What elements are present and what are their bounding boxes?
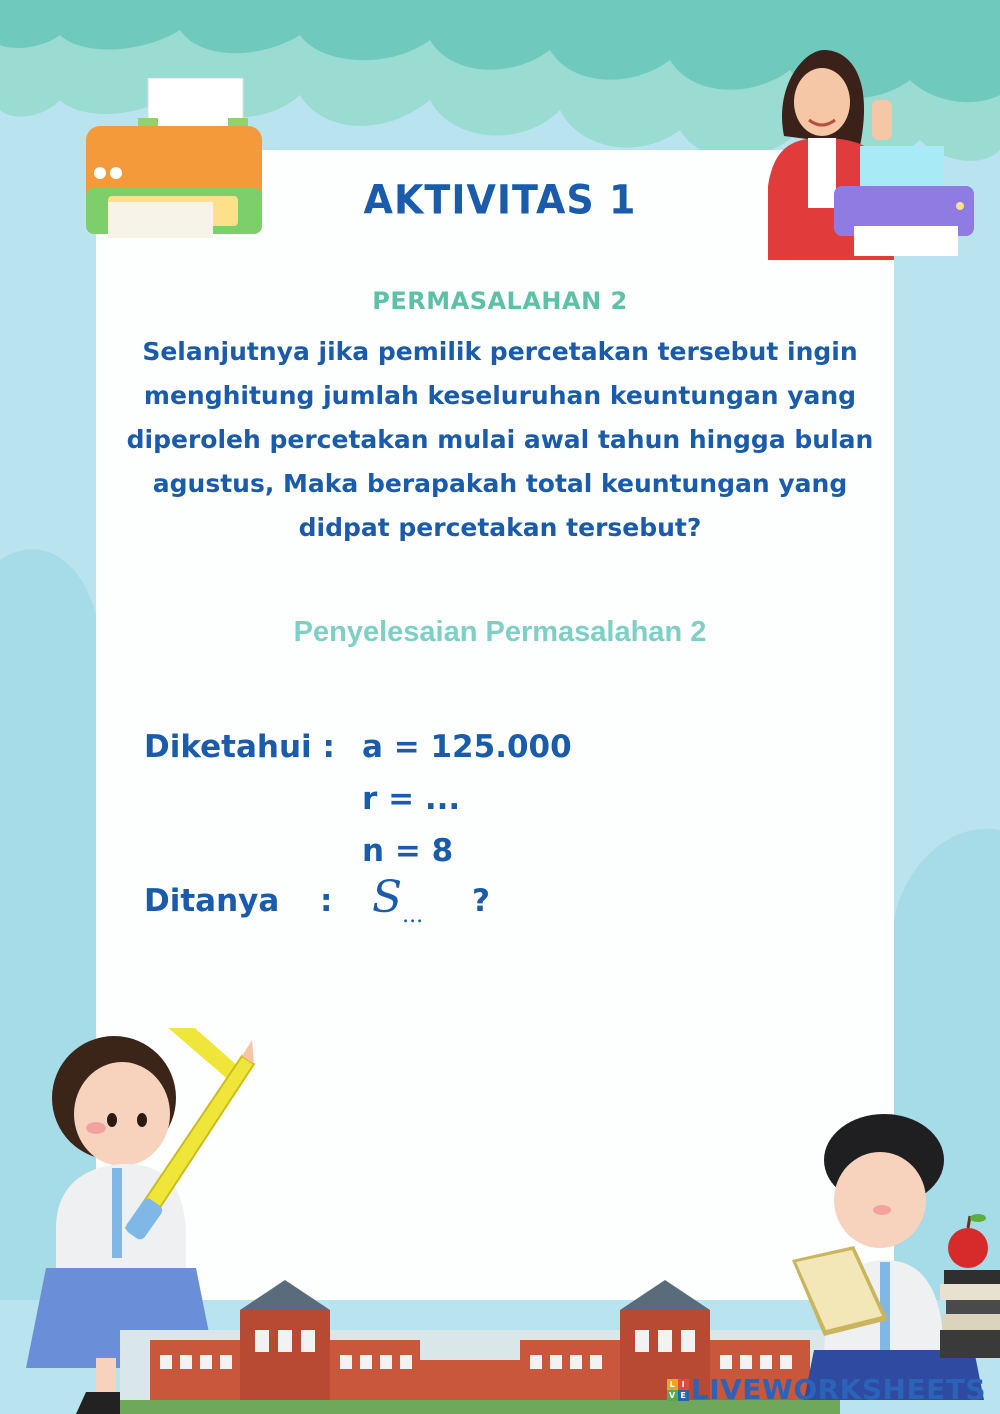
solution-heading: Penyelesaian Permasalahan 2 <box>293 616 707 648</box>
asked-formula <box>372 872 424 928</box>
liveworksheets-logo-icon <box>667 1379 689 1401</box>
known-n: n = 8 <box>362 833 454 869</box>
logo-letter: V <box>667 1390 678 1401</box>
apple-books-icon <box>940 1208 1000 1358</box>
asked-question-mark: ? <box>472 883 490 919</box>
asked-label: Ditanya <box>144 883 280 919</box>
problem-line: diperoleh percetakan mulai awal tahun hingga bulan <box>126 425 874 454</box>
problem-line: Selanjutnya jika pemilik percetakan tersebut ingin <box>142 337 858 366</box>
logo-letter: L <box>667 1379 678 1390</box>
problem-line: agustus, Maka berapakah total keuntungan yang <box>152 469 848 498</box>
problem-line: didpat percetakan tersebut? <box>298 513 702 542</box>
problem-heading: PERMASALAHAN 2 <box>372 287 628 315</box>
logo-letter: I <box>678 1379 689 1390</box>
problem-line: menghitung jumlah keseluruhan keuntungan yang <box>143 381 857 410</box>
page-title: AKTIVITAS 1 <box>363 176 637 224</box>
asked-colon: : <box>320 883 333 919</box>
woman-with-printer-icon <box>764 46 978 260</box>
sum-subscript: ... <box>402 903 424 928</box>
known-label: Diketahui : <box>144 729 335 765</box>
liveworksheets-brand[interactable] <box>667 1373 986 1406</box>
known-a: a = 125.000 <box>362 729 572 765</box>
logo-letter: E <box>678 1390 689 1401</box>
brand-text: LIVEWORKSHEETS <box>690 1373 986 1406</box>
known-r: r = ... <box>362 781 461 817</box>
sum-symbol: S <box>372 872 403 923</box>
problem-text <box>112 330 888 550</box>
